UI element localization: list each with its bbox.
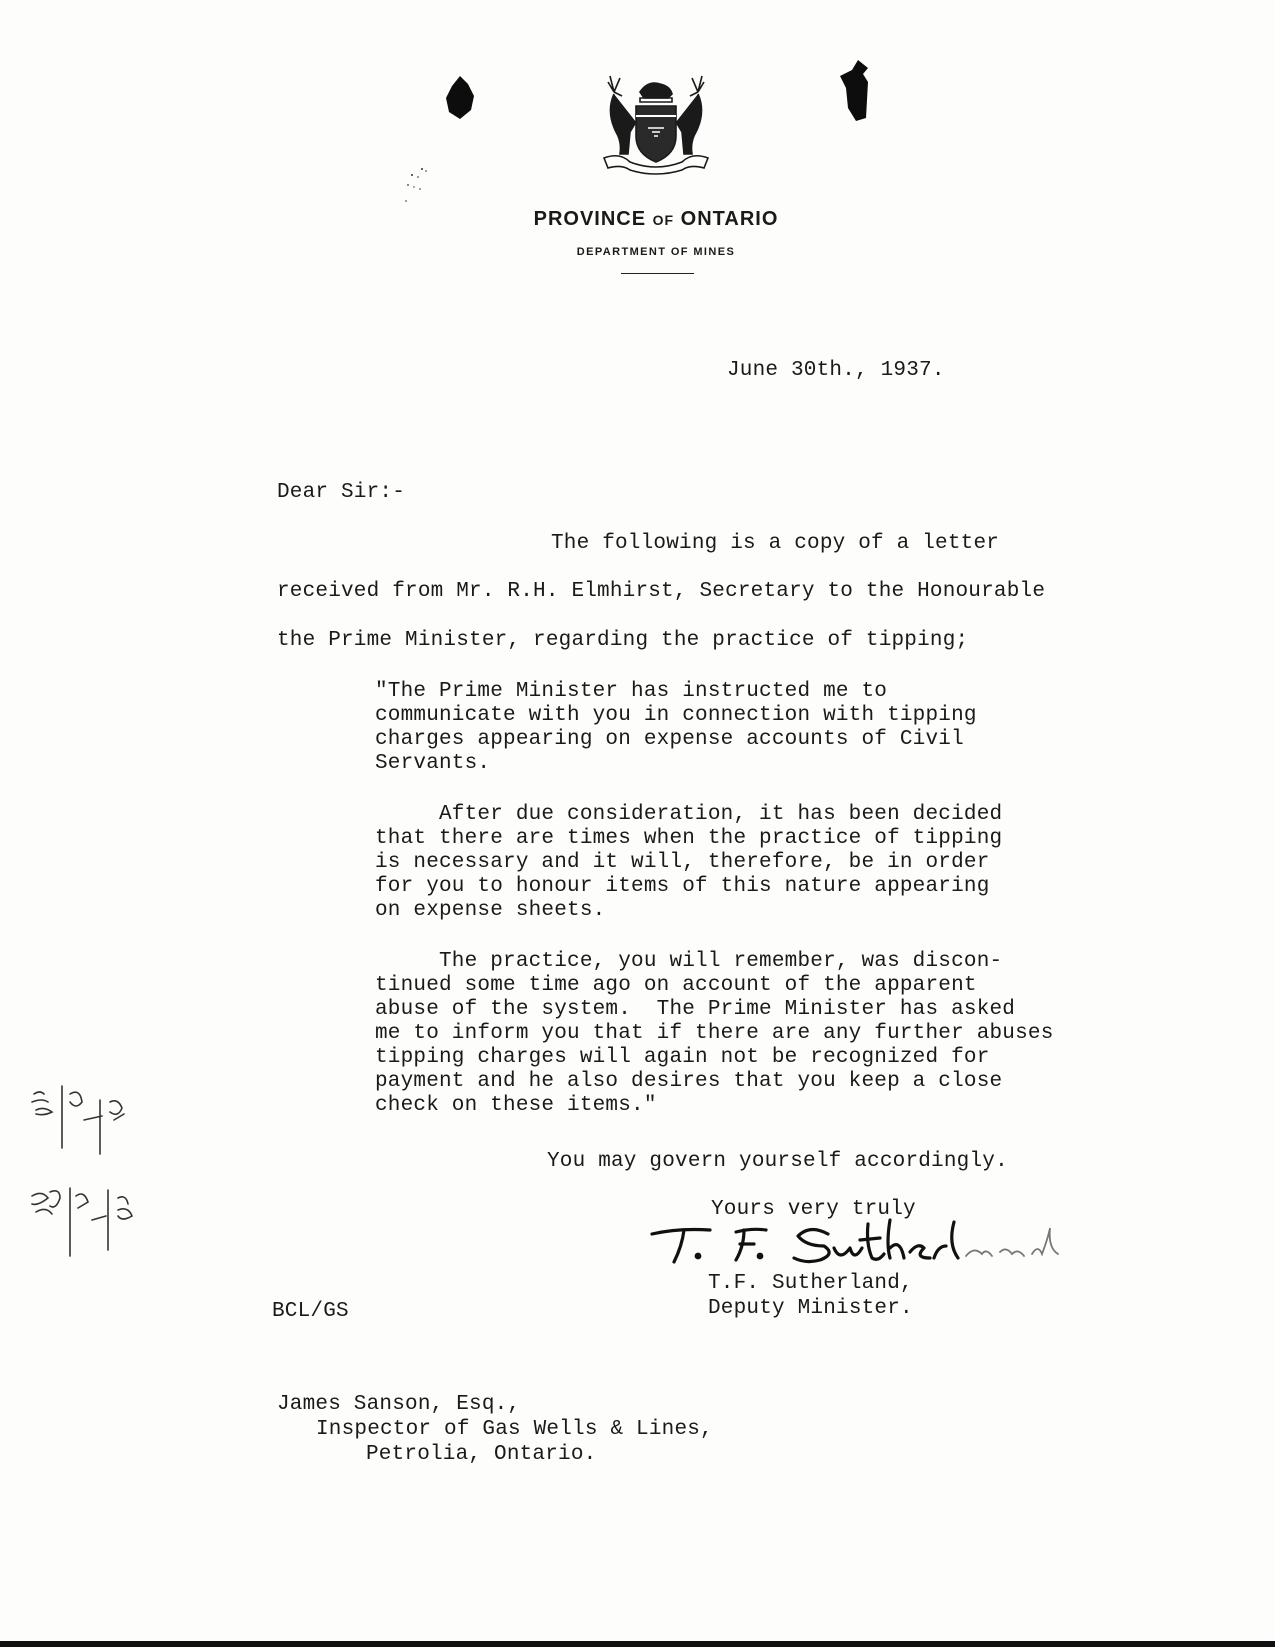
closing-line: You may govern yourself accordingly.	[547, 1150, 1008, 1173]
intro-line-2: received from Mr. R.H. Elmhirst, Secretary to the Honourable	[277, 580, 1046, 603]
quote-line: "The Prime Minister has instructed me to	[375, 680, 888, 703]
letterhead-ontario: ONTARIO	[680, 208, 779, 230]
signer-title: Deputy Minister.	[708, 1297, 913, 1320]
quote-line: abuse of the system. The Prime Minister has asked	[375, 998, 1016, 1021]
quote-line: for you to honour items of this nature appearing	[375, 875, 990, 898]
letterhead-province: PROVINCE	[533, 208, 647, 230]
handwritten-signature	[648, 1218, 1088, 1268]
addressee-line-3: Petrolia, Ontario.	[366, 1443, 597, 1466]
valediction: Yours very truly	[711, 1198, 916, 1221]
quote-paragraph-1	[375, 680, 977, 776]
letterhead-department: DEPARTMENT OF MINES	[576, 246, 736, 258]
intro-line-3: the Prime Minister, regarding the practice of tipping;	[277, 629, 969, 652]
quote-line: communicate with you in connection with tipping	[375, 704, 977, 727]
quote-line: charges appearing on expense accounts of Civil	[375, 728, 964, 751]
ink-blot-right	[838, 60, 874, 122]
scan-edge	[0, 1641, 1275, 1647]
margin-pencil-marks	[14, 1080, 144, 1260]
ink-blot-left	[446, 76, 476, 120]
letter-date: June 30th., 1937.	[727, 359, 945, 382]
letterhead-of: OF	[652, 212, 675, 228]
quote-line: is necessary and it will, therefore, be in order	[375, 851, 990, 874]
signer-name: T.F. Sutherland,	[708, 1272, 913, 1295]
quote-line: tipping charges will again not be recognized for	[375, 1046, 990, 1069]
quote-line: tinued some time ago on account of the apparent	[375, 974, 977, 997]
quote-line: payment and he also desires that you keep a close	[375, 1070, 1003, 1093]
quote-line: that there are times when the practice of tipping	[375, 827, 1003, 850]
intro-line-1: The following is a copy of a letter	[551, 532, 1000, 555]
addressee-line-2: Inspector of Gas Wells & Lines,	[316, 1418, 713, 1441]
salutation: Dear Sir:-	[277, 481, 406, 504]
quote-paragraph-2	[375, 803, 1002, 923]
quote-line: The practice, you will remember, was discon-	[375, 950, 1003, 973]
letterhead-title	[0, 208, 1275, 231]
quote-line: Servants.	[375, 752, 491, 775]
coat-of-arms-crest	[600, 72, 712, 177]
reference-initials: BCL/GS	[272, 1300, 349, 1323]
quote-line: me to inform you that if there are any further abuses	[375, 1022, 1054, 1045]
quote-line: check on these items."	[375, 1094, 657, 1117]
quote-line: After due consideration, it has been decided	[375, 803, 1003, 826]
quote-paragraph-3	[375, 950, 1054, 1118]
addressee-line-1: James Sanson, Esq.,	[277, 1393, 521, 1416]
letterhead-rule	[621, 273, 694, 274]
quote-line: on expense sheets.	[375, 899, 606, 922]
